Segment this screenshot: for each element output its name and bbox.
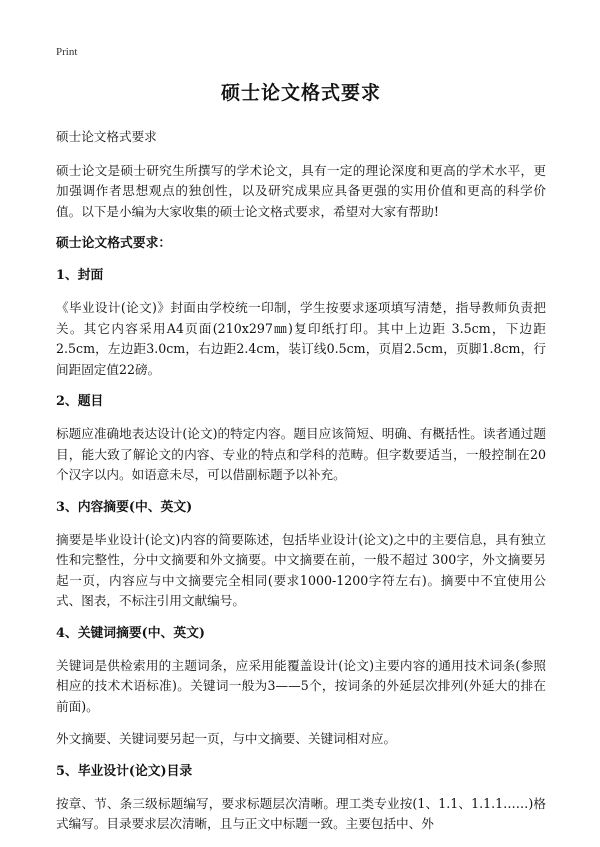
document-subtitle: 硕士论文格式要求 — [56, 129, 157, 144]
section-heading-title: 2、题目 — [56, 394, 104, 409]
section-title-paragraph: 标题应准确地表达设计(论文)的特定内容。题目应该简短、明确、有概括性。读者通过题目，能大致了解论文的内容、专业的特点和学科的范畴。但字数要适当，一般控制在20个汉字以内。如语意未尽，可以借副标题予以补充。 — [56, 426, 546, 482]
section-abstract-paragraph: 摘要是毕业设计(论文)内容的简要陈述，包括毕业设计(论文)之中的主要信息，具有独立性和完整性，分中文摘要和外文摘要。中文摘要在前，一般不超过 300字，外文摘要另起一页，内容应与中文摘要完全相同(要求1000-1200字符左右)。摘要中不宜使用公式、图表，不标注引用文献编号。 — [56, 531, 546, 608]
section-heading-keywords: 4、关键词摘要(中、英文) — [56, 625, 205, 641]
document-title: 硕士论文格式要求 — [220, 82, 381, 104]
section-cover-paragraph: 《毕业设计(论文)》封面由学校统一印制，学生按要求逐项填写清楚，指导教师负责把关。其它内容采用A4页面(210x297㎜)复印纸打印。其中上边距 3.5cm，下边距2.5cm，左边距3.0cm，右边距2.4cm，装订线0.5cm，页眉2.5cm，页脚1.8cm，行间距固定值22磅。 — [56, 300, 546, 377]
section-keywords-note: 外文摘要、关键词要另起一页，与中文摘要、关键词相对应。 — [56, 731, 397, 746]
section-toc-paragraph: 按章、节、条三级标题编写，要求标题层次清晰。理工类专业按(1、1.1、1.1.1……)格式编写。目录要求层次清晰，且与正文中标题一致。主要包括中、外 — [56, 795, 546, 831]
intro-paragraph: 硕士论文是硕士研究生所撰写的学术论文，具有一定的理论深度和更高的学术水平，更加强调作者思想观点的独创性，以及研究成果应具备更强的实用价值和更高的科学价值。以下是小编为大家收集的硕士论文格式要求，希望对大家有帮助! — [56, 162, 546, 219]
print-label[interactable]: Print — [56, 46, 78, 58]
section-keywords-paragraph: 关键词是供检索用的主题词条，应采用能覆盖设计(论文)主要内容的通用技术词条(参照相应的技术术语标准)。关键词一般为3——5个，按词条的外延层次排列(外延大的排在前面)。 — [56, 657, 546, 714]
section-heading-cover: 1、封面 — [56, 268, 104, 283]
document-page — [56, 78, 546, 847]
requirements-heading: 硕士论文格式要求： — [56, 236, 172, 251]
section-heading-abstract: 3、内容摘要(中、英文) — [56, 499, 193, 515]
section-heading-toc: 5、毕业设计(论文)目录 — [56, 763, 193, 779]
